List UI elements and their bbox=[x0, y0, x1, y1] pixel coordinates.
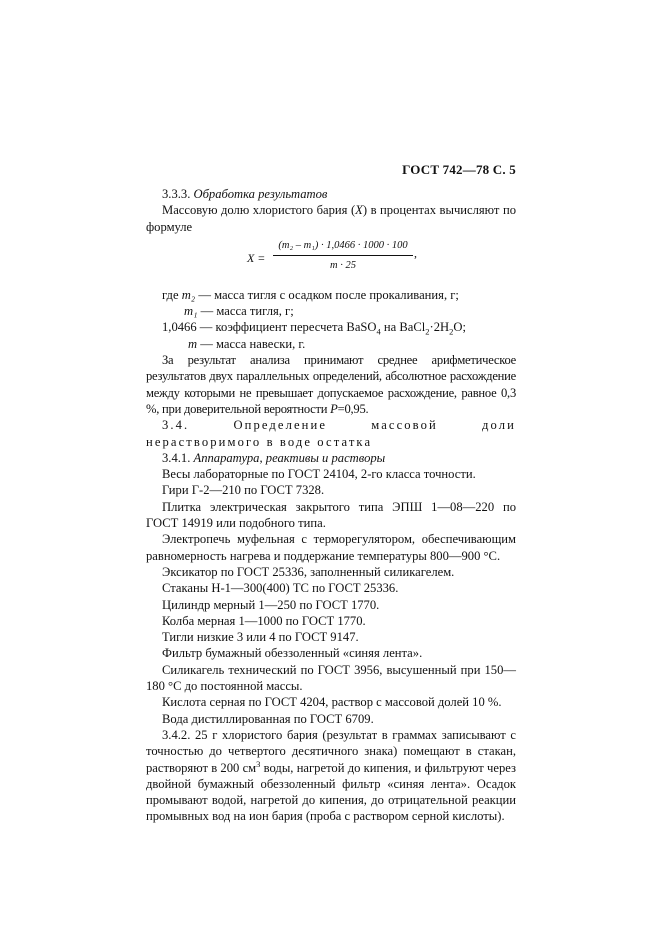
superscript: 3 bbox=[256, 758, 261, 769]
equipment-item: Тигли низкие 3 или 4 по ГОСТ 9147. bbox=[162, 630, 359, 645]
variable: m₁ bbox=[184, 304, 198, 319]
text: 3.4.2. 25 г хлористого бария (результат в граммах записывают с точностью до четвертого десятичного знака) помещают в стакан, растворяют в 200 см bbox=[146, 727, 516, 775]
document-body bbox=[146, 186, 516, 825]
variable: P bbox=[330, 401, 338, 416]
formula-numerator: (m₂ – m₁) · 1,0466 · 1000 · 100 bbox=[278, 239, 408, 251]
subscript: 2 bbox=[425, 327, 430, 337]
equipment-item: Фильтр бумажный обеззоленный «синяя лента». bbox=[162, 646, 423, 661]
equipment-item: Электропечь муфельная с терморегулятором, обеспечивающим равномерность нагрева и поддержание температуры 800—900 °С. bbox=[146, 532, 516, 563]
equipment-item: Эксикатор по ГОСТ 25336, заполненный силикагелем. bbox=[162, 564, 455, 579]
text: — масса тигля, г; bbox=[197, 304, 294, 319]
formula-lhs: X bbox=[247, 250, 255, 265]
formula-intro bbox=[146, 202, 516, 235]
subscript: 4 bbox=[376, 327, 381, 337]
result-paragraph bbox=[146, 352, 516, 417]
equipment-item: Плитка электрическая закрытого типа ЭПШ 1—08—220 по ГОСТ 14919 или подобного типа. bbox=[146, 499, 516, 531]
variable: m bbox=[188, 336, 198, 351]
equipment-item: Вода дистиллированная по ГОСТ 6709. bbox=[162, 711, 374, 726]
formula bbox=[146, 239, 516, 283]
equipment-item: Силикагель технический по ГОСТ 3956, высушенный при 150—180 °С до постоянной массы. bbox=[146, 662, 516, 694]
equipment-item: Стаканы Н-1—300(400) ТС по ГОСТ 25336. bbox=[162, 581, 399, 596]
legend-line-3 bbox=[146, 319, 516, 335]
text: Массовую долю хлористого бария ( bbox=[162, 203, 356, 218]
text: ·2H bbox=[429, 320, 450, 335]
formula-denominator: m · 25 bbox=[330, 259, 356, 271]
text: воды, нагретой до кипения, и фильтруют через двойной бумажный обеззоленный фильтр «синяя лента». Осадок промывают водой, нагретой до кипения, до отрицательной реакции промывных вод на ион бария (проба с раствором серной кислоты). bbox=[146, 760, 516, 824]
text: ) в процентах вычисляют по формуле bbox=[146, 203, 516, 234]
section-title: Аппаратура, реактивы и растворы bbox=[193, 450, 386, 465]
equipment-item: Цилиндр мерный 1—250 по ГОСТ 1770. bbox=[162, 597, 380, 612]
text: O; bbox=[453, 320, 466, 335]
text: где bbox=[162, 287, 179, 302]
equipment-item: Гири Г-2—210 по ГОСТ 7328. bbox=[162, 483, 325, 498]
section-title: Обработка результатов bbox=[193, 187, 328, 201]
legend-line-4 bbox=[146, 336, 516, 352]
text: =0,95. bbox=[337, 401, 369, 416]
text: 1,0466 — коэффициент пересчета BaSO bbox=[162, 320, 377, 335]
legend-line-2 bbox=[146, 303, 516, 319]
equipment-item: Кислота серная по ГОСТ 4204, раствор с массовой долей 10 %. bbox=[162, 695, 502, 710]
fraction-bar bbox=[273, 255, 413, 256]
formula-equals: = bbox=[258, 250, 265, 265]
equipment-item: Весы лабораторные по ГОСТ 24104, 2-го класса точности. bbox=[162, 467, 476, 482]
section-3-3-3-heading bbox=[146, 186, 516, 202]
text: — масса тигля с осадком после прокаливания, г; bbox=[195, 287, 459, 302]
section-3-4-2-paragraph bbox=[146, 727, 516, 825]
section-number: 3.3.3. bbox=[162, 187, 191, 201]
variable: m₂ bbox=[181, 287, 196, 302]
variable: X bbox=[355, 203, 363, 218]
text: — масса навески, г. bbox=[197, 336, 306, 351]
section-3-4-heading: 3.4. Определение массовой доли нерастворимого в воде остатка bbox=[146, 418, 516, 449]
section-3-4-1-heading bbox=[146, 450, 516, 466]
subscript: 2 bbox=[449, 327, 454, 337]
text: За результат анализа принимают среднее арифметическое результатов двух параллельных определений, абсолютное расхождение между которыми не превышает допускаемое расхождение, равное 0,3 %, при доверительной вероятности bbox=[146, 353, 516, 416]
section-number: 3.4.1. bbox=[162, 450, 191, 465]
equipment-item: Колба мерная 1—1000 по ГОСТ 1770. bbox=[162, 613, 366, 628]
text: на BaCl bbox=[380, 320, 426, 335]
legend-line-1 bbox=[146, 287, 516, 303]
page-header: ГОСТ 742—78 С. 5 bbox=[402, 162, 516, 177]
formula-comma: , bbox=[414, 245, 417, 260]
